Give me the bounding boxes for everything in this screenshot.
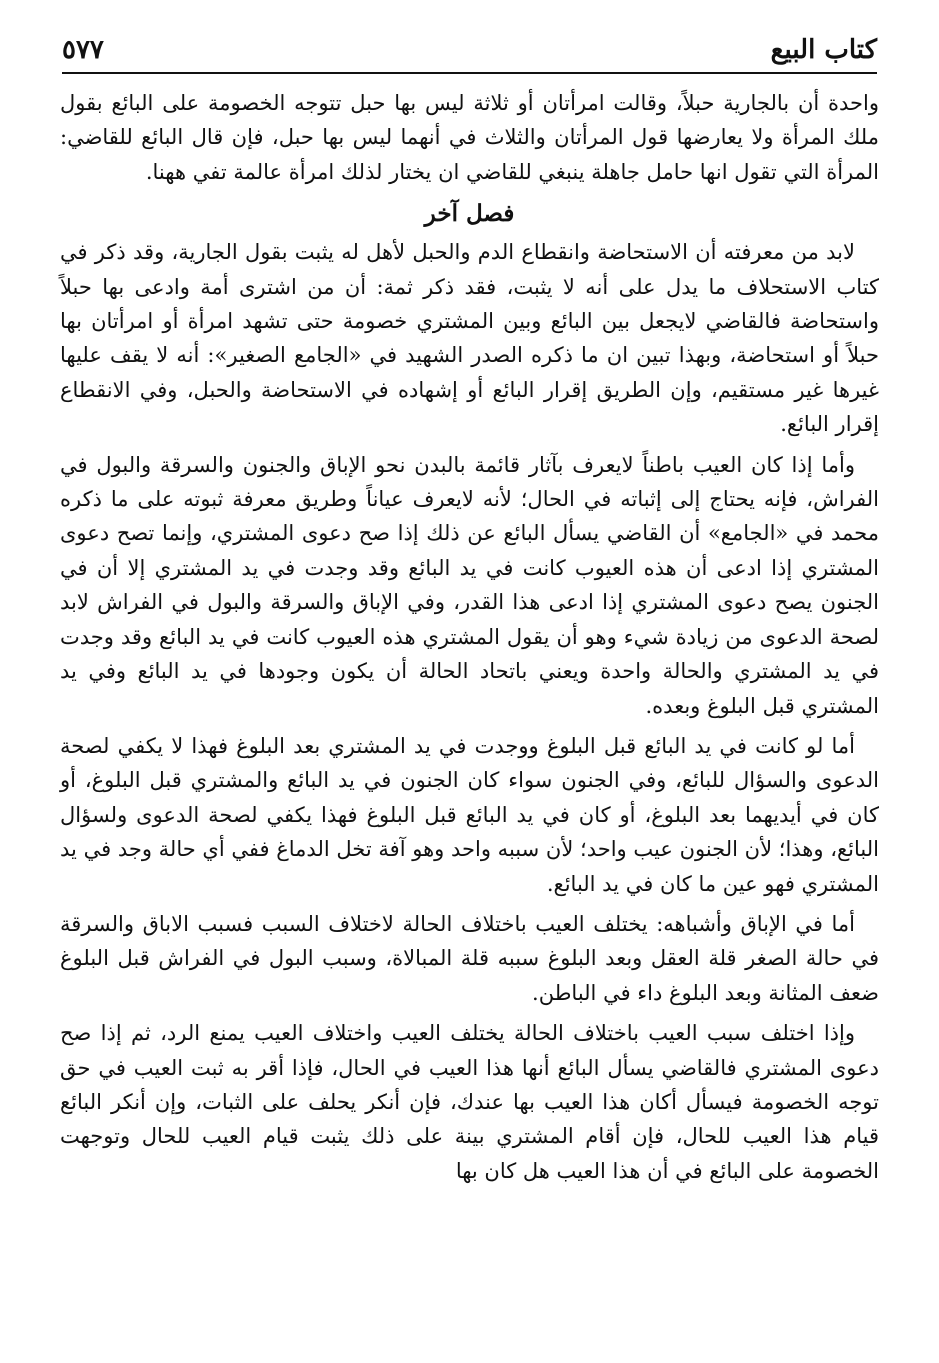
- running-title: كتاب البيع: [770, 35, 877, 65]
- header-divider: [62, 72, 877, 74]
- paragraph: واحدة أن بالجارية حبلاً، وقالت امرأتان أو ثلاثة ليس بها حبل تتوجه الخصومة على البائع بقول ملك المرأة ولا يعارضها قول المرأتان والثلاث في أنهما ليس بها حبل، فإن قال البائع للقاضي: المرأة التي تقول انها حامل جاهلة ينبغي للقاضي ان يختار لذلك امرأة عالمة تفي ههنا.: [60, 91, 879, 184]
- paragraph: أما لو كانت في يد البائع قبل البلوغ ووجدت في يد المشتري بعد البلوغ فهذا لا يكفي لصحة الدعوى والسؤال للبائع، وفي الجنون سواء كان الجنون في يد البائع والمشتري قبل البلوغ، أو كان في أيديهما بعد البلوغ، أو كان في يد البائع قبل البلوغ فهذا يكفي لصحة الدعوى ولسؤال البائع، وهذا؛ لأن الجنون عيب واحد؛ لأن سببه واحد وهو آفة تخل الدماغ ففي أي حالة وجد في يد المشتري فهو عين ما كان في يد البائع.: [60, 733, 879, 896]
- section-heading: فصل آخر: [424, 200, 515, 228]
- page-number: ٥٧٧: [62, 35, 104, 65]
- page-header: [62, 32, 877, 76]
- paragraph: وأما إذا كان العيب باطناً لايعرف بآثار قائمة بالبدن نحو الإباق والجنون والسرقة والبول في الفراش، فإنه يحتاج إلى إثباته في الحال؛ لأنه لايعرف عياناً وطريق معرفة ثبوته على ما ذكره محمد في «الجامع» أن القاضي يسأل البائع عن ذلك إذا صح دعوى المشتري، وإنما تصح دعوى المشتري إذا ادعى أن هذه العيوب كانت في يد البائع وقد وجدت في يد المشتري إلا أن في الجنون يصح دعوى المشتري إذا ادعى هذا القدر، وفي الإباق والسرقة والبول في الفراش لابد لصحة الدعوى من زيادة شيء وهو أن يقول المشتري هذه العيوب كانت في يد البائع وقد وجدت في يد المشتري والحالة واحدة ويعني باتحاد الحالة أن يكون وجودها في يد البائع وفي يد المشتري قبل البلوغ وبعده.: [60, 452, 879, 718]
- paragraph: وإذا اختلف سبب العيب باختلاف الحالة يختلف العيب واختلاف العيب يمنع الرد، ثم إذا صح دعوى المشتري فالقاضي يسأل البائع أنها هذا العيب في الحال، فإذا أقر به ثبت العيب في حق توجه الخصومة فيسأل أكان هذا العيب بها عندك، فإن أنكر يحلف على الثبات، وإن أنكر البائع قيام هذا العيب للحال، فإن أقام المشتري بينة على ذلك يثبت قيام العيب للحال وتوجهت الخصومة على البائع في أن هذا العيب هل كان بها: [60, 1021, 880, 1183]
- paragraph: لابد من معرفته أن الاستحاضة وانقطاع الدم والحبل لأهل له يثبت بقول الجارية، وقد ذكر في كتاب الاستحلاف ما يدل على أنه لا يثبت، فقد ذكر ثمة: أن من اشترى أمة وادعى بها حبلاً واستحاضة فالقاضي لايجعل بين البائع وبين المشتري خصومة حتى تشهد امرأة أو امرأتان بها حبلاً أو استحاضة، وبهذا تبين ان ما ذكره الصدر الشهيد في «الجامع الصغير»: أنه لا يقف عليها غيرها غير مستقيم، وإن الطريق إقرار البائع أو إشهاده في الاستحاضة والحبل، وفي الانقطاع إقرار البائع.: [60, 240, 879, 437]
- paragraph: أما في الإباق وأشباهه: يختلف العيب باختلاف الحالة لاختلاف السبب فسبب الاباق والسرقة في حالة الصغر قلة العقل وبعد البلوغ سببه قلة المبالاة، وسبب البول في الفراش قبل البلوغ ضعف المثانة وبعد البلوغ داء في الباطن.: [60, 911, 879, 1005]
- body-text: [60, 86, 879, 1194]
